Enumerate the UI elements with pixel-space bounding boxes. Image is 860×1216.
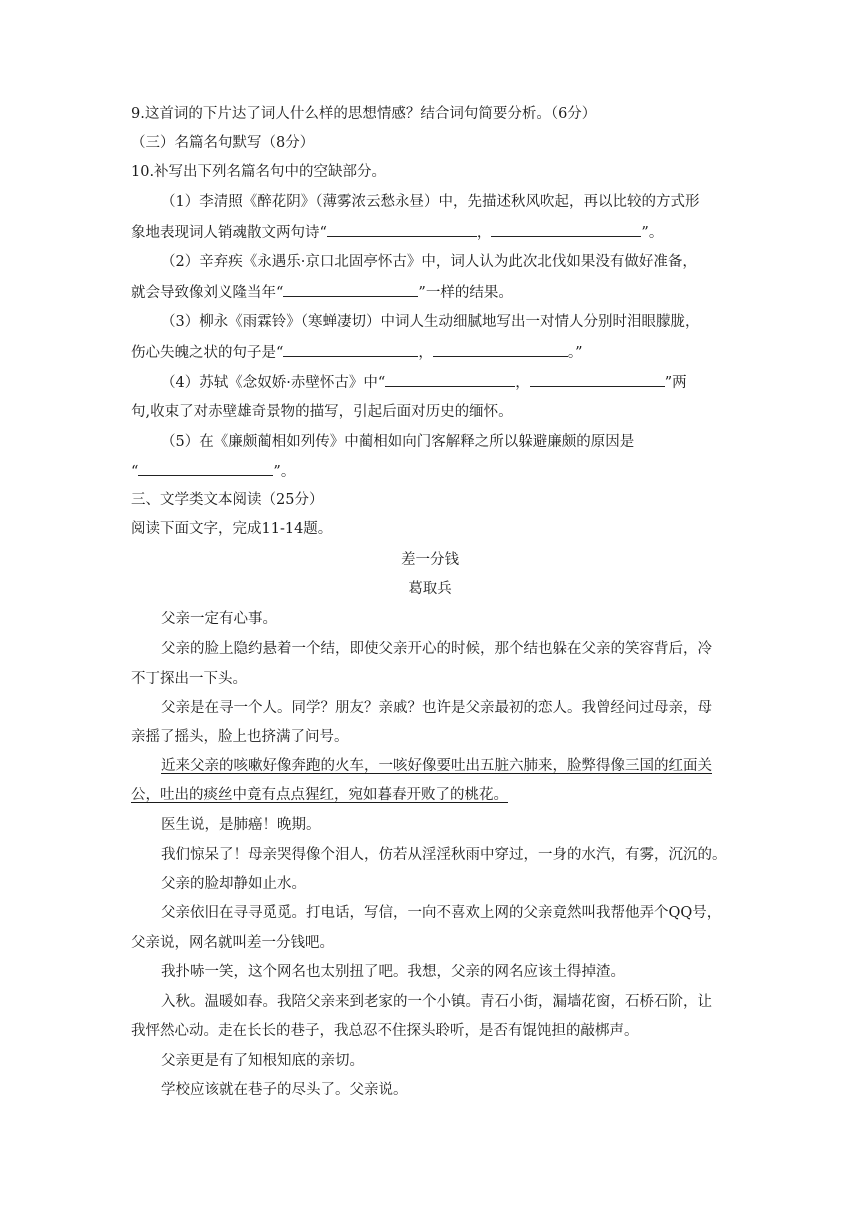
question-9: 9.这首词的下片达了词人什么样的思想情感？结合词句简要分析。（6分） bbox=[131, 106, 597, 122]
item-4-line-2: 句,收束了对赤壁雄奇景物的描写，引起后面对历史的缅怀。 bbox=[131, 404, 513, 420]
answer-blank[interactable] bbox=[530, 372, 665, 387]
item-2-line-1: （2）辛弃疾《永遇乐·京口北固亭怀古》中，词人认为此次北伐如果没有做好准备， bbox=[161, 254, 697, 270]
underlined-passage: 近来父亲的咳嗽好像奔跑的火车，一咳好像要吐出五脏六肺来，脸弊得像三国的红面关 bbox=[161, 758, 712, 774]
answer-blank[interactable] bbox=[491, 222, 641, 237]
story-author: 葛取兵 bbox=[408, 581, 452, 597]
answer-blank[interactable] bbox=[327, 222, 477, 237]
item-1-line-2: 象地表现词人销魂散文两句诗“ ， ”。 bbox=[131, 222, 663, 243]
paragraph-cont: 不丁探出一下头。 bbox=[131, 671, 247, 687]
item-1-prompt: 象地表现词人销魂散文两句诗“ bbox=[131, 225, 327, 241]
paragraph: 父亲的脸却静如止水。 bbox=[161, 876, 306, 892]
paragraph: 父亲更是有了知根知底的亲切。 bbox=[161, 1053, 364, 1069]
answer-blank[interactable] bbox=[385, 372, 515, 387]
item-1-line-1: （1）李清照《醉花阴》（薄雾浓云愁永昼）中，先描述秋风吹起，再以比较的方式形 bbox=[161, 194, 700, 210]
paragraph: 父亲是在寻一个人。同学？朋友？亲戚？也许是父亲最初的恋人。我曾经问过母亲，母 bbox=[161, 700, 712, 716]
paragraph: 父亲依旧在寻寻觅觅。打电话，写信，一向不喜欢上网的父亲竟然叫我帮他弄个QQ号， bbox=[161, 905, 722, 921]
paragraph: 入秋。温暖如春。我陪父亲来到老家的一个小镇。青石小街，漏墙花窗，石桥石阶，让 bbox=[161, 994, 712, 1010]
reading-instructions: 阅读下面文字，完成11-14题。 bbox=[131, 521, 333, 537]
answer-blank[interactable] bbox=[433, 342, 568, 357]
paragraph: 医生说，是肺癌！晚期。 bbox=[161, 817, 321, 833]
item-5-line-2: “ ”。 bbox=[131, 461, 295, 482]
part-3-heading: 三、文学类文本阅读（25分） bbox=[131, 492, 324, 508]
paragraph: 学校应该就在巷子的尽头了。父亲说。 bbox=[161, 1082, 408, 1098]
item-4-line-1: （4）苏轼《念奴娇·赤壁怀古》中“ ， ”两 bbox=[161, 372, 687, 393]
item-3-line-2: 伤心失魄之状的句子是“ ， 。” bbox=[131, 342, 583, 363]
item-2-line-2: 就会导致像刘义隆当年“ ”一样的结果。 bbox=[131, 282, 513, 303]
story-title: 差一分钱 bbox=[401, 552, 459, 568]
underlined-passage-cont: 公，吐出的痰丝中竟有点点猩红，宛如暮春开败了的桃花。 bbox=[131, 787, 508, 803]
question-10: 10.补写出下列名篇名句中的空缺部分。 bbox=[131, 164, 387, 180]
paragraph: 父亲的脸上隐约悬着一个结，即使父亲开心的时候，那个结也躲在父亲的笑容背后，冷 bbox=[161, 641, 712, 657]
item-4-prompt: （4）苏轼《念奴娇·赤壁怀古》中“ bbox=[161, 375, 386, 391]
section-heading-dictation: （三）名篇名句默写（8分） bbox=[131, 135, 315, 151]
paragraph: 父亲一定有心事。 bbox=[161, 611, 277, 627]
answer-blank[interactable] bbox=[138, 461, 273, 476]
paragraph: 我们惊呆了！母亲哭得像个泪人，仿若从淫淫秋雨中穿过，一身的水汽，有雾，沉沉的。 bbox=[161, 847, 727, 863]
answer-blank[interactable] bbox=[283, 282, 418, 297]
item-3-prompt: 伤心失魄之状的句子是“ bbox=[131, 345, 284, 361]
item-3-line-1: （3）柳永《雨霖铃》（寒蝉凄切）中词人生动细腻地写出一对情人分别时泪眼朦胧， bbox=[161, 314, 700, 330]
item-5-line-1: （5）在《廉颇蔺相如列传》中蔺相如向门客解释之所以躲避廉颇的原因是 bbox=[161, 434, 635, 450]
answer-blank[interactable] bbox=[283, 342, 418, 357]
paragraph-cont: 亲摇了摇头，脸上也挤满了问号。 bbox=[131, 729, 349, 745]
paragraph-cont: 父亲说，网名就叫差一分钱吧。 bbox=[131, 935, 334, 951]
item-2-prompt: 就会导致像刘义隆当年“ bbox=[131, 285, 284, 301]
paragraph: 我扑哧一笑，这个网名也太别扭了吧。我想，父亲的网名应该土得掉渣。 bbox=[161, 964, 625, 980]
paragraph-cont: 我怦然心动。走在长长的巷子，我总忍不住探头聆听，是否有馄饨担的敲梆声。 bbox=[131, 1023, 639, 1039]
